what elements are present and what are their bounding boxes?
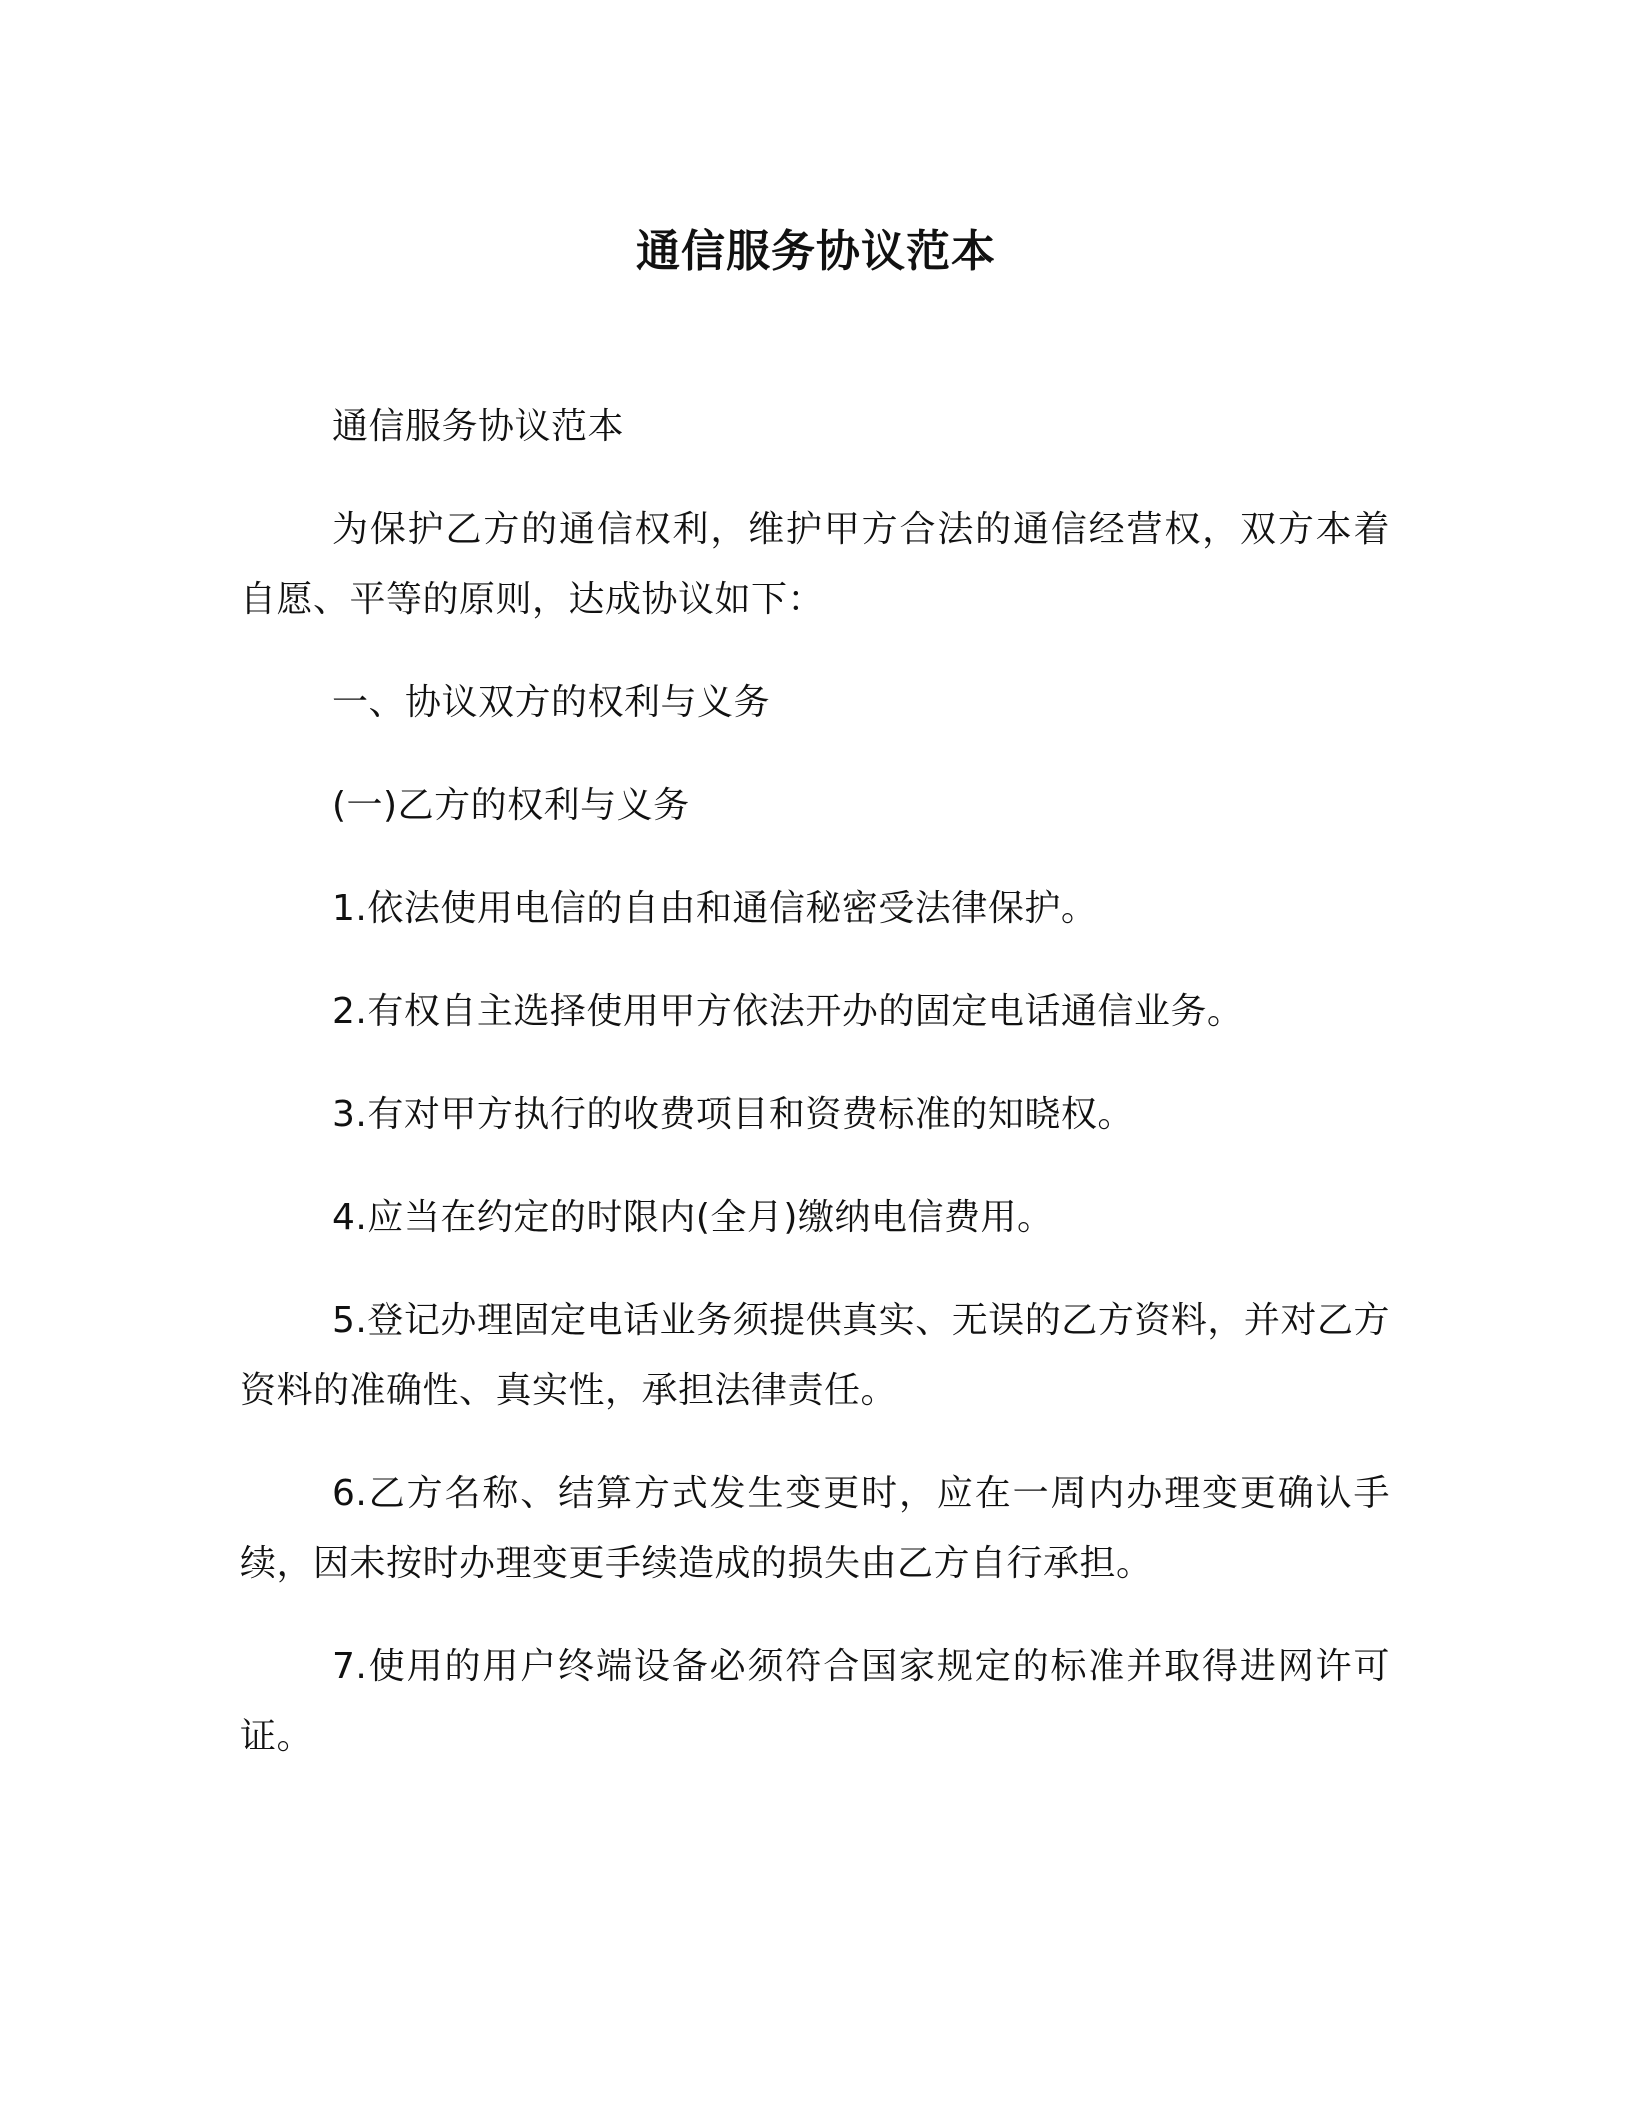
clause-item-5: 5.登记办理固定电话业务须提供真实、无误的乙方资料，并对乙方资料的准确性、真实性，承担法律责任。	[240, 1300, 1390, 1411]
document-body	[240, 392, 1390, 1805]
section-heading: 一、协议双方的权利与义务	[332, 682, 771, 723]
subsection-heading: (一)乙方的权利与义务	[332, 785, 690, 826]
clause-item-2: 2.有权自主选择使用甲方依法开办的固定电话通信业务。	[332, 991, 1244, 1032]
document-title: 通信服务协议范本	[636, 226, 996, 277]
clause-item-7: 7.使用的用户终端设备必须符合国家规定的标准并取得进网许可证。	[240, 1646, 1390, 1757]
clause-item-6: 6.乙方名称、结算方式发生变更时，应在一周内办理变更确认手续，因未按时办理变更手续造成的损失由乙方自行承担。	[240, 1473, 1390, 1584]
clause-item-4: 4.应当在约定的时限内(全月)缴纳电信费用。	[332, 1197, 1054, 1238]
paragraph-subtitle: 通信服务协议范本	[332, 406, 625, 447]
clause-item-3: 3.有对甲方执行的收费项目和资费标准的知晓权。	[332, 1094, 1134, 1135]
clause-item-1: 1.依法使用电信的自由和通信秘密受法律保护。	[332, 888, 1098, 929]
paragraph-preamble: 为保护乙方的通信权利，维护甲方合法的通信经营权，双方本着自愿、平等的原则，达成协议如下：	[240, 509, 1390, 620]
